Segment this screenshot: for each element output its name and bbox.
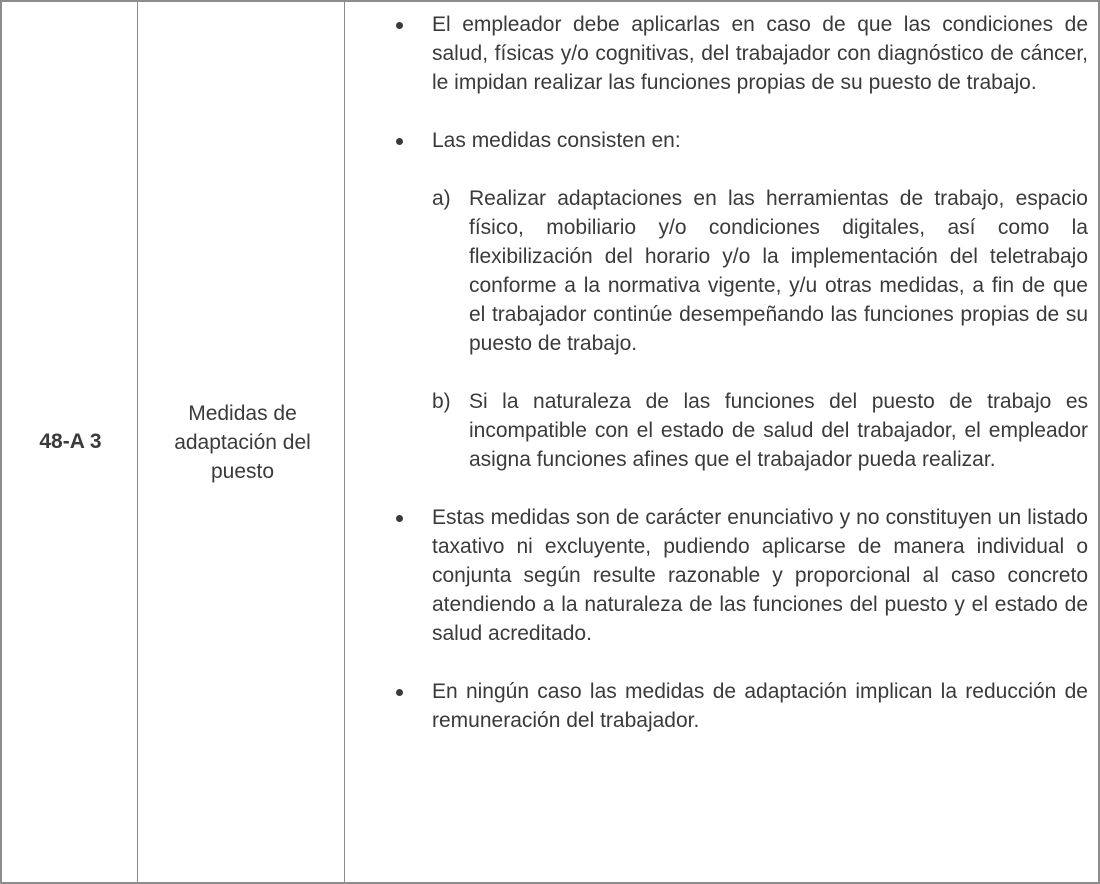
measure-title-cell <box>140 2 345 882</box>
sub-item <box>346 184 1088 358</box>
sub-item-text: Si la naturaleza de las funciones del puesto de trabajo es incompatible con el estado de salud del trabajador, el empleador asigna funciones afines que el trabajador pueda realizar. <box>469 390 1088 471</box>
bullet-text: En ningún caso las medidas de adaptación implican la reducción de remuneración del trabajador. <box>432 680 1088 732</box>
bullet-text: Las medidas consisten en: <box>432 129 681 152</box>
bullet-item <box>346 677 1088 735</box>
article-number: 48-A 3 <box>39 430 102 453</box>
content-cell <box>346 10 1088 764</box>
article-number-cell <box>2 2 139 882</box>
sub-item-marker: a) <box>432 187 451 210</box>
bullet-text: Estas medidas son de carácter enunciativo y no constituyen un listado taxativo ni excluyente, pudiendo aplicarse de manera individual o conjunta según resulte razonable y proporcional al caso concreto atendiendo a la naturaleza de las funciones del puesto y el estado de salud acreditado. <box>432 506 1088 645</box>
bullet-item <box>346 126 1088 155</box>
sub-list <box>346 184 1088 474</box>
bullet-item <box>346 503 1088 648</box>
bullet-item <box>346 10 1088 97</box>
bullet-dot-icon <box>396 515 403 522</box>
bullet-dot-icon <box>396 22 403 29</box>
sub-item <box>346 387 1088 474</box>
bullet-text: El empleador debe aplicarlas en caso de que las condiciones de salud, físicas y/o cognitivas, del trabajador con diagnóstico de cáncer, le impidan realizar las funciones propias de su puesto de trabajo. <box>432 13 1088 94</box>
sub-item-marker: b) <box>432 390 451 413</box>
measure-title: Medidas de adaptación del puesto <box>174 401 311 483</box>
bullet-dot-icon <box>396 138 403 145</box>
sub-item-text: Realizar adaptaciones en las herramientas de trabajo, espacio físico, mobiliario y/o condiciones digitales, así como la flexibilización del horario y/o la implementación del teletrabajo conforme a la normativa vigente, y/u otras medidas, a fin de que el trabajador continúe desempeñando las funciones propias de su puesto de trabajo. <box>469 187 1088 355</box>
bullet-dot-icon <box>396 689 403 696</box>
